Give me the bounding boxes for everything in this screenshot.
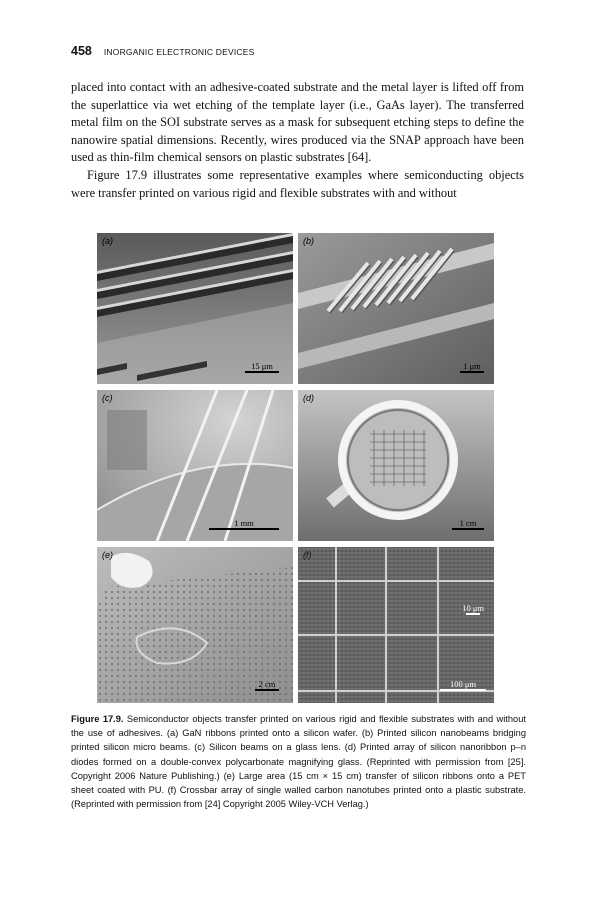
scale-bar-line — [209, 528, 279, 530]
scale-bar-label: 15 μm — [251, 361, 273, 371]
scale-bar-label: 1 mm — [234, 518, 254, 528]
panel-label: (a) — [102, 236, 113, 246]
scale-bar-line — [452, 528, 484, 530]
figure-panel-b — [298, 233, 494, 384]
scale-bar-line — [440, 689, 486, 691]
scale-bar-label: 10 μm — [462, 603, 484, 613]
body-text — [71, 79, 524, 202]
figure-panel-f — [298, 547, 494, 703]
caption-text: Semiconductor objects transfer printed on various rigid and flexible substrates with and without the use of adhesives. (a) GaN ribbons printed onto a silicon wafer. (b) Printed silicon nanobeams bridging printed silicon micro beams. (c) Silicon beams on a glass lens. (d) Printed array of silicon nanoribbon p–n diodes formed on a double-convex polycarbonate magnifying glass. (Reprinted with permission from [25]. Copyright 2006 Nature Publishing.) (e) Large area (15 cm × 15 cm) transfer of silicon ribbons onto a PET sheet coated with PU. (f) Crossbar array of single walled carbon nanotubes printed onto a plastic substrate. (Reprinted with permission from [24] Copyright 2005 Wiley-VCH Verlag.) — [71, 714, 526, 810]
panel-label: (b) — [303, 236, 314, 246]
scale-bar — [440, 679, 486, 691]
scale-bar-line — [245, 371, 279, 373]
paragraph: Figure 17.9 illustrates some representative examples where semiconducting objects were transfer printed on various rigid and flexible substrates with and without — [71, 167, 524, 200]
running-head — [71, 44, 254, 58]
panel-label: (c) — [102, 393, 113, 403]
figure-panel-a — [97, 233, 293, 384]
page-number: 458 — [71, 44, 92, 58]
figure-17-9 — [97, 233, 494, 703]
scale-bar-line — [255, 689, 279, 691]
figure-panel-c — [97, 390, 293, 541]
scale-bar — [460, 361, 484, 373]
figure-panel-e — [97, 547, 293, 703]
paragraph: placed into contact with an adhesive-coated substrate and the metal layer is lifted off from the superlattice via wet etching of the template layer (i.e., GaAs layer). The transferred metal film on the SOI substrate serves as a mask for subsequent etching steps to define the nanowire spatial dimensions. Recently, wires produced via the SNAP approach have been used as thin-film chemical sensors on plastic substrates [64]. — [71, 80, 524, 165]
scale-bar-label: 2 cm — [258, 679, 276, 689]
scale-bar-line — [460, 371, 484, 373]
scale-bar-line — [466, 613, 480, 615]
scale-bar-label: 1 cm — [459, 518, 477, 528]
figure-caption — [71, 712, 526, 811]
scale-bar — [245, 361, 279, 373]
figure-panel-d — [298, 390, 494, 541]
scale-bar-label: 1 μm — [463, 361, 481, 371]
scale-bar — [452, 518, 484, 530]
scale-bar — [255, 679, 279, 691]
panel-label: (d) — [303, 393, 314, 403]
scale-bar-label: 100 μm — [449, 679, 477, 689]
panel-label: (f) — [303, 550, 312, 560]
caption-label: Figure 17.9. — [71, 714, 124, 724]
panel-label: (e) — [102, 550, 113, 560]
scale-bar-small — [462, 603, 484, 615]
section-title: INORGANIC ELECTRONIC DEVICES — [103, 47, 255, 57]
scale-bar — [209, 518, 279, 530]
